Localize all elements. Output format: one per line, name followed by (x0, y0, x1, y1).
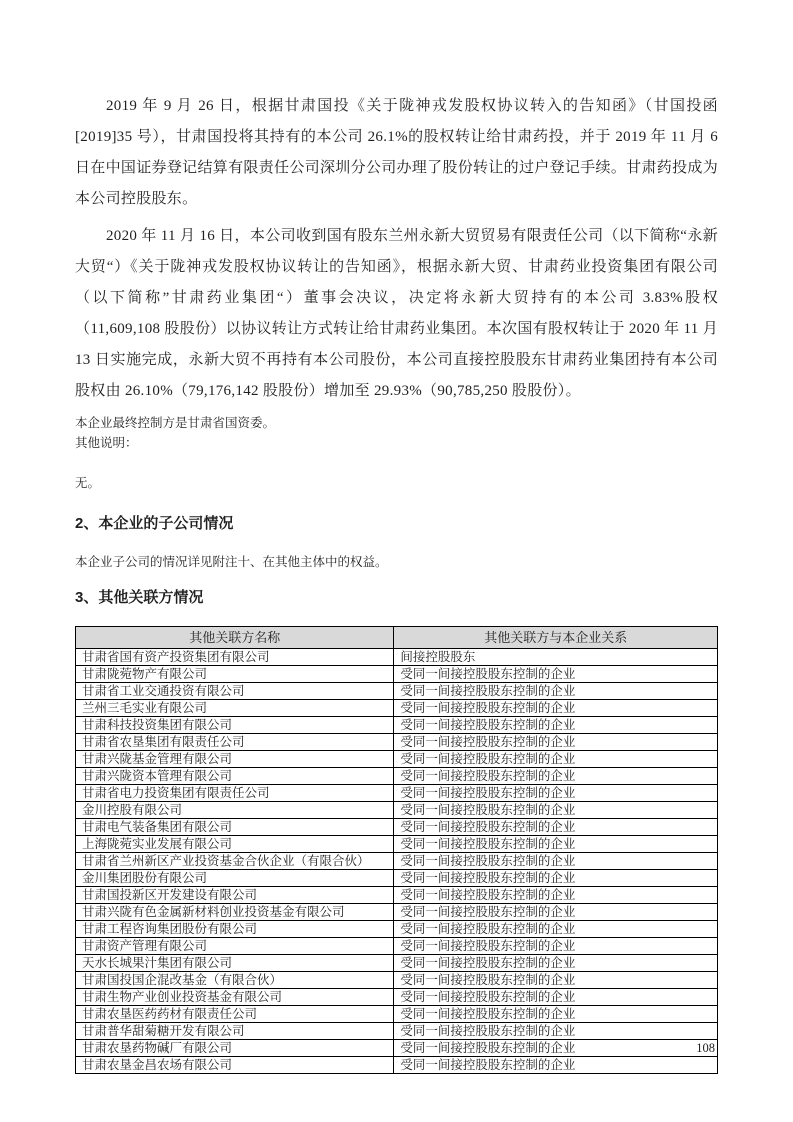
related-party-relation: 受同一间接控股股东控制的企业 (394, 1040, 718, 1057)
related-party-relation: 受同一间接控股股东控制的企业 (394, 768, 718, 785)
related-party-name: 甘肃陇菀物产有限公司 (76, 666, 394, 683)
related-parties-table (75, 626, 718, 1074)
col-header-related-party-name: 其他关联方名称 (76, 627, 394, 649)
related-party-relation: 受同一间接控股股东控制的企业 (394, 887, 718, 904)
related-party-name: 甘肃省兰州新区产业投资基金合伙企业（有限合伙） (76, 853, 394, 870)
related-party-relation: 受同一间接控股股东控制的企业 (394, 751, 718, 768)
table-row (76, 666, 718, 683)
related-party-name: 甘肃电气装备集团有限公司 (76, 819, 394, 836)
table-row (76, 700, 718, 717)
related-party-relation: 受同一间接控股股东控制的企业 (394, 836, 718, 853)
related-party-relation: 受同一间接控股股东控制的企业 (394, 853, 718, 870)
table-row (76, 802, 718, 819)
related-party-name: 甘肃兴陇有色金属新材料创业投资基金有限公司 (76, 904, 394, 921)
related-party-relation: 受同一间接控股股东控制的企业 (394, 955, 718, 972)
table-row (76, 1057, 718, 1074)
table-row (76, 972, 718, 989)
heading-related-parties: 3、其他关联方情况 (75, 589, 204, 606)
related-party-name: 甘肃国投新区开发建设有限公司 (76, 887, 394, 904)
related-party-relation: 受同一间接控股股东控制的企业 (394, 700, 718, 717)
table-row (76, 785, 718, 802)
table-row (76, 887, 718, 904)
table-row (76, 683, 718, 700)
table-row (76, 717, 718, 734)
related-party-relation: 受同一间接控股股东控制的企业 (394, 938, 718, 955)
related-party-name: 金川控股有限公司 (76, 802, 394, 819)
table-row (76, 904, 718, 921)
related-party-relation: 受同一间接控股股东控制的企业 (394, 734, 718, 751)
table-row (76, 955, 718, 972)
related-party-name: 甘肃农垦医药药材有限责任公司 (76, 1006, 394, 1023)
related-party-relation: 受同一间接控股股东控制的企业 (394, 904, 718, 921)
table-row (76, 734, 718, 751)
other-notes-label: 其他说明： (75, 436, 138, 450)
related-party-relation: 受同一间接控股股东控制的企业 (394, 819, 718, 836)
related-party-name: 甘肃兴陇资本管理有限公司 (76, 768, 394, 785)
related-party-name: 天水长城果汁集团有限公司 (76, 955, 394, 972)
subsidiaries-body: 本企业子公司的情况详见附注十、在其他主体中的权益。 (75, 555, 388, 569)
related-party-name: 甘肃兴陇基金管理有限公司 (76, 751, 394, 768)
paragraph-share-transfer-2019: 2019 年 9 月 26 日，根据甘肃国投《关于陇神戎发股权协议转入的告知函》（甘国投函[2019]35 号），甘肃国投将其持有的本公司 26.1%的股权转让给甘肃药投，并于 2019 年 11 月 6 日在中国证券登记结算有限责任公司深圳分公司办理了股份转让的过户登记手续。甘肃药投成为本公司控股股东。 (75, 98, 718, 207)
table-header-row (76, 627, 718, 649)
related-party-relation: 间接控股股东 (394, 649, 718, 666)
related-party-name: 甘肃农垦金昌农场有限公司 (76, 1057, 394, 1074)
table-row (76, 1023, 718, 1040)
related-party-name: 甘肃省电力投资集团有限责任公司 (76, 785, 394, 802)
related-party-name: 甘肃省农垦集团有限责任公司 (76, 734, 394, 751)
related-party-name: 甘肃国投国企混改基金（有限合伙） (76, 972, 394, 989)
related-party-relation: 受同一间接控股股东控制的企业 (394, 666, 718, 683)
related-party-name: 金川集团股份有限公司 (76, 870, 394, 887)
related-party-name: 甘肃生物产业创业投资基金有限公司 (76, 989, 394, 1006)
table-row (76, 1040, 718, 1057)
related-party-name: 甘肃普华甜菊糖开发有限公司 (76, 1023, 394, 1040)
other-notes-value: 无。 (75, 476, 101, 490)
related-party-name: 甘肃省国有资产投资集团有限公司 (76, 649, 394, 666)
related-party-relation: 受同一间接控股股东控制的企业 (394, 989, 718, 1006)
related-party-name: 上海陇菀实业发展有限公司 (76, 836, 394, 853)
table-row (76, 921, 718, 938)
related-party-name: 甘肃科技投资集团有限公司 (76, 717, 394, 734)
table-row (76, 989, 718, 1006)
table-row (76, 870, 718, 887)
table-row (76, 853, 718, 870)
table-row (76, 938, 718, 955)
table-row (76, 649, 718, 666)
related-party-relation: 受同一间接控股股东控制的企业 (394, 785, 718, 802)
page-number: 108 (696, 1041, 715, 1055)
related-party-name: 甘肃资产管理有限公司 (76, 938, 394, 955)
related-party-relation: 受同一间接控股股东控制的企业 (394, 717, 718, 734)
related-party-name: 甘肃工程咨询集团股份有限公司 (76, 921, 394, 938)
related-party-relation: 受同一间接控股股东控制的企业 (394, 802, 718, 819)
related-party-name: 兰州三毛实业有限公司 (76, 700, 394, 717)
table-row (76, 836, 718, 853)
related-party-relation: 受同一间接控股股东控制的企业 (394, 972, 718, 989)
ultimate-controller-note: 本企业最终控制方是甘肃省国资委。 (75, 416, 276, 430)
related-party-relation: 受同一间接控股股东控制的企业 (394, 1023, 718, 1040)
paragraph-share-transfer-2020: 2020 年 11 月 16 日，本公司收到国有股东兰州永新大贸贸易有限责任公司（以下简称“永新大贸“）《关于陇神戎发股权协议转让的告知函》，根据永新大贸、甘肃药业投资集团有限公司（以下简称”甘肃药业集团“）董事会决议，决定将永新大贸持有的本公司 3.83%股权（11,609,108 股股份）以协议转让方式转让给甘肃药业集团。本次国有股权转让于 2020 年 11 月 13 日实施完成，永新大贸不再持有本公司股份，本公司直接控股股东甘肃药业集团持有本公司股权由 26.10%（79,176,142 股股份）增加至 29.93%（90,785,250 股股份）。 (75, 228, 718, 399)
related-party-relation: 受同一间接控股股东控制的企业 (394, 921, 718, 938)
related-party-name: 甘肃省工业交通投资有限公司 (76, 683, 394, 700)
related-party-relation: 受同一间接控股股东控制的企业 (394, 1006, 718, 1023)
table-body (76, 649, 718, 1074)
related-party-name: 甘肃农垦药物碱厂有限公司 (76, 1040, 394, 1057)
table-row (76, 1006, 718, 1023)
table-row (76, 751, 718, 768)
table-row (76, 768, 718, 785)
heading-subsidiaries: 2、本企业的子公司情况 (75, 515, 234, 532)
related-party-relation: 受同一间接控股股东控制的企业 (394, 870, 718, 887)
col-header-relation: 其他关联方与本企业关系 (394, 627, 718, 649)
table-row (76, 819, 718, 836)
related-party-relation: 受同一间接控股股东控制的企业 (394, 683, 718, 700)
related-party-relation: 受同一间接控股股东控制的企业 (394, 1057, 718, 1074)
